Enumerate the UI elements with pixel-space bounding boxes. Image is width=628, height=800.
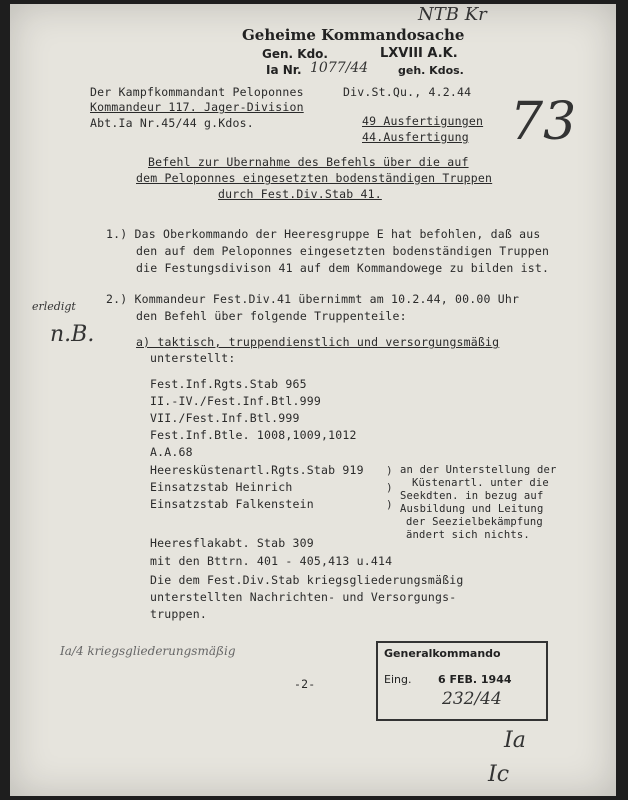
page-number: -2- bbox=[294, 677, 316, 691]
copies-line-2: 44.Ausfertigung bbox=[362, 130, 469, 144]
copies-line-1: 49 Ausfertigungen bbox=[362, 114, 484, 128]
gen-kdo-label: Gen. Kdo. bbox=[262, 47, 328, 61]
classification-header: Geheime Kommandosache bbox=[242, 26, 465, 44]
unit-item: Heeresküstenartl.Rgts.Stab 919 bbox=[150, 463, 364, 477]
note-line: Seekdten. in bezug auf bbox=[400, 490, 544, 502]
received-stamp bbox=[376, 641, 548, 721]
margin-note-ia: Ia bbox=[504, 728, 526, 753]
note-line: Ausbildung und Leitung bbox=[400, 503, 544, 515]
top-handwritten-marks: NTB Kr bbox=[418, 4, 487, 25]
para1-line-1: 1.) Das Oberkommando der Heeresgruppe E hat befohlen, daß aus bbox=[106, 227, 541, 241]
unit-item: A.A.68 bbox=[150, 445, 193, 459]
gkdos-label: geh. Kdos. bbox=[398, 64, 464, 77]
para2-line-2: den Befehl über folgende Truppenteile: bbox=[136, 309, 407, 323]
stamp-eing-label: Eing. bbox=[384, 673, 412, 686]
margin-note-bottom-left: Ia/4 kriegsgliederungsmäßig bbox=[60, 644, 236, 658]
stamp-date: 6 FEB. 1944 bbox=[438, 673, 512, 686]
unit-item: Einsatzstab Falkenstein bbox=[150, 497, 314, 511]
brace-mark: ) bbox=[386, 464, 393, 477]
sender-line-3: Abt.Ia Nr.45/44 g.Kdos. bbox=[90, 116, 254, 130]
note-line: der Seezielbekämpfung bbox=[406, 516, 543, 528]
brace-mark: ) bbox=[386, 498, 393, 511]
flak-line-4: unterstellten Nachrichten- und Versorgungs- bbox=[150, 590, 457, 604]
unit-item: Fest.Inf.Rgts.Stab 965 bbox=[150, 377, 307, 391]
unit-item: Einsatzstab Heinrich bbox=[150, 480, 293, 494]
corps-label: LXVIII A.K. bbox=[380, 46, 458, 61]
stamp-title: Generalkommando bbox=[384, 647, 501, 660]
para1-line-3: die Festungsdivison 41 auf dem Kommandowege zu bilden ist. bbox=[136, 261, 550, 275]
subject-line-1: Befehl zur Ubernahme des Befehls über die auf bbox=[148, 155, 469, 169]
unit-item: II.-IV./Fest.Inf.Btl.999 bbox=[150, 394, 321, 408]
unit-item: Fest.Inf.Btle. 1008,1009,1012 bbox=[150, 428, 357, 442]
note-line: Küstenartl. unter die bbox=[412, 477, 549, 489]
flak-line-1: Heeresflakabt. Stab 309 bbox=[150, 536, 314, 550]
margin-note-ic: Ic bbox=[488, 762, 510, 787]
sender-line-1: Der Kampfkommandant Peloponnes bbox=[90, 85, 304, 99]
margin-note-nb: n.B. bbox=[50, 322, 95, 347]
ia-nr-label: Ia Nr. bbox=[266, 63, 302, 77]
unit-item: VII./Fest.Inf.Btl.999 bbox=[150, 411, 300, 425]
document-page bbox=[10, 4, 616, 796]
dateline: Div.St.Qu., 4.2.44 bbox=[343, 85, 472, 99]
flak-line-2: mit den Bttrn. 401 - 405,413 u.414 bbox=[150, 554, 393, 568]
brace-mark: ) bbox=[386, 481, 393, 494]
ia-nr-handwritten: 1077/44 bbox=[310, 60, 369, 76]
para2-a-line-2: unterstellt: bbox=[150, 351, 236, 365]
subject-line-3: durch Fest.Div.Stab 41. bbox=[218, 187, 382, 201]
note-line: ändert sich nichts. bbox=[406, 529, 530, 541]
flak-line-5: truppen. bbox=[150, 607, 207, 621]
para2-a-line-1: a) taktisch, truppendienstlich und versorgungsmäßig bbox=[136, 335, 500, 349]
para1-line-2: den auf dem Peloponnes eingesetzten bodenständigen Truppen bbox=[136, 244, 550, 258]
sender-line-2: Kommandeur 117. Jager-Division bbox=[90, 100, 304, 114]
flak-line-3: Die dem Fest.Div.Stab kriegsgliederungsmäßig bbox=[150, 573, 464, 587]
stamp-number: 232/44 bbox=[442, 689, 502, 709]
subject-line-2: dem Peloponnes eingesetzten bodenständigen Truppen bbox=[136, 171, 493, 185]
handwritten-copy-number: 73 bbox=[510, 92, 577, 152]
note-line: an der Unterstellung der bbox=[400, 464, 557, 476]
para2-line-1: 2.) Kommandeur Fest.Div.41 übernimmt am 10.2.44, 00.00 Uhr bbox=[106, 292, 520, 306]
margin-note-erledigt: erledigt bbox=[32, 300, 76, 313]
